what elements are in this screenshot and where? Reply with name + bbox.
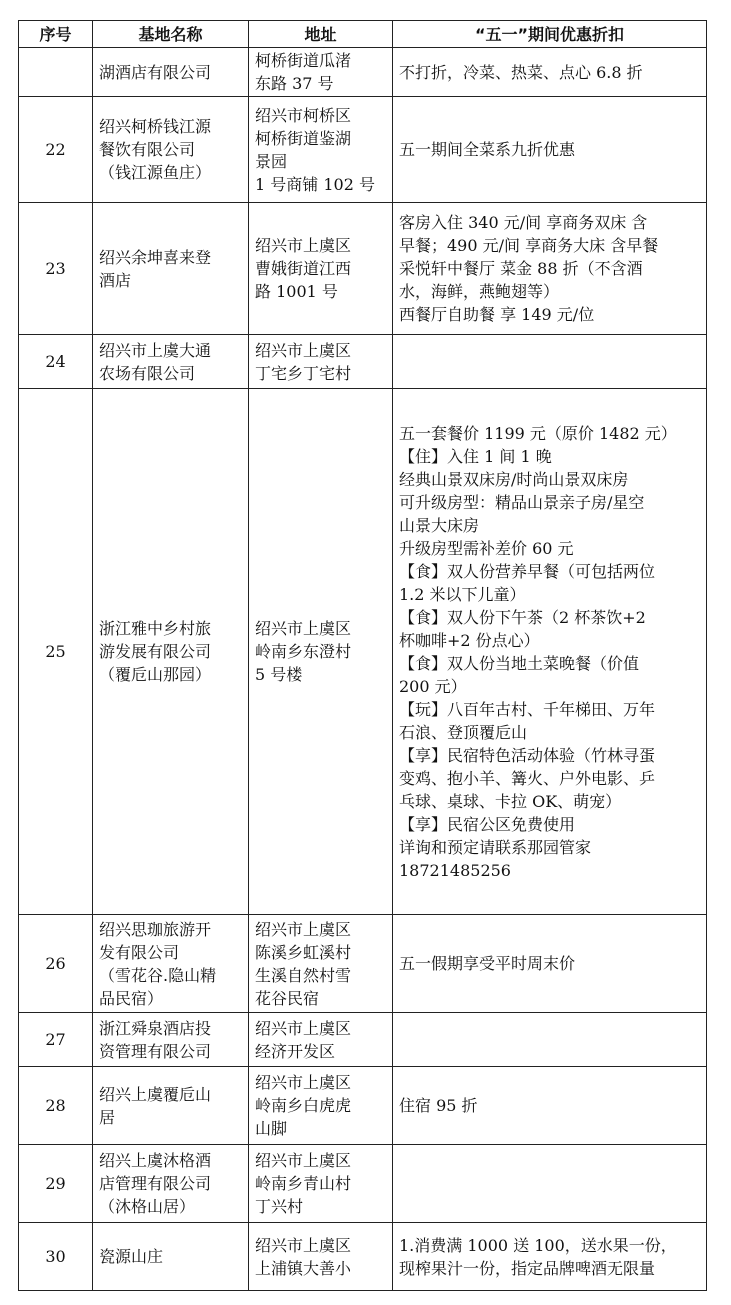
cell-address-line: 东路 37 号: [255, 74, 334, 93]
cell-address: [249, 915, 393, 1013]
cell-offer-line: 不打折，冷菜、热菜、点心 6.8 折: [399, 62, 643, 82]
cell-name-line: 店管理有限公司: [99, 1174, 212, 1193]
cell-name-line: 餐饮有限公司: [99, 140, 196, 159]
cell-address-line: 山脚: [255, 1119, 288, 1138]
cell-name-line: 湖酒店有限公司: [99, 62, 212, 82]
cell-offer-line: 【享】民宿公区免费使用: [399, 814, 576, 834]
cell-address: [249, 1067, 393, 1145]
header-offer: “五一”期间优惠折扣: [393, 21, 707, 48]
cell-name-line: 绍兴思珈旅游开: [99, 919, 212, 939]
cell-address-line: 陈溪乡虹溪村: [255, 942, 352, 962]
cell-address-line: 丁宅乡丁宅村: [255, 363, 352, 383]
cell-name-line: （沐格山居）: [99, 1197, 196, 1216]
cell-address-line: 上浦镇大善小: [255, 1258, 352, 1278]
cell-address: [249, 389, 393, 915]
cell-offer-line: 山景大床房: [399, 515, 480, 535]
cell-address-line: 5 号楼: [255, 665, 303, 684]
table-row: [19, 389, 707, 915]
cell-seq: 30: [19, 1223, 93, 1291]
cell-name-line: 居: [99, 1107, 116, 1127]
table-row: [19, 48, 707, 97]
cell-address-line: 绍兴市柯桥区: [255, 105, 352, 125]
cell-offer-line: 经典山景双床房/时尚山景双床房: [399, 469, 629, 489]
cell-seq: 24: [19, 335, 93, 389]
cell-address-line: 景园: [255, 151, 288, 171]
cell-offer-line: 早餐；490 元/间 享商务大床 含早餐: [399, 236, 659, 255]
cell-seq: 23: [19, 203, 93, 335]
cell-seq: 22: [19, 97, 93, 203]
cell-offer-line: 石浪、登顶覆卮山: [399, 722, 528, 742]
cell-name-line: 绍兴上虞沐格酒: [99, 1151, 212, 1170]
table-row: [19, 335, 707, 389]
cell-offer-line: 【住】入住 1 间 1 晚: [399, 446, 552, 466]
cell-name-line: 农场有限公司: [99, 363, 196, 383]
cell-offer-line: 【食】双人份当地土菜晚餐（价值: [399, 653, 640, 673]
table-row: [19, 1145, 707, 1223]
cell-offer: [393, 48, 707, 97]
cell-seq: 27: [19, 1013, 93, 1067]
cell-name: [93, 97, 249, 203]
cell-seq: [19, 48, 93, 97]
cell-address-line: 路 1001 号: [255, 282, 338, 301]
cell-name: [93, 48, 249, 97]
page: [18, 20, 706, 1291]
cell-offer-line: 【食】双人份下午茶（2 杯茶饮+2: [399, 607, 646, 627]
cell-offer-line: 五一套餐价 1199 元（原价 1482 元）: [399, 423, 677, 443]
cell-offer: [393, 1067, 707, 1145]
table-row: [19, 915, 707, 1013]
cell-name-line: 绍兴余坤喜来登: [99, 247, 212, 267]
cell-address-line: 1 号商铺 102 号: [255, 174, 375, 194]
cell-address-line: 绍兴市上虞区: [255, 236, 352, 255]
header-address: 地址: [249, 21, 393, 48]
cell-offer: [393, 915, 707, 1013]
header-row: [19, 21, 707, 48]
cell-name-line: 游发展有限公司: [99, 642, 212, 661]
cell-name: [93, 1145, 249, 1223]
cell-offer-line: 采悦轩中餐厅 菜金 88 折（不含酒: [399, 259, 643, 278]
cell-offer-line: 客房入住 340 元/间 享商务双床 含: [399, 213, 648, 232]
cell-offer-line: 变鸡、抱小羊、篝火、户外电影、乒: [399, 768, 656, 788]
cell-name-line: 绍兴柯桥钱江源: [99, 117, 212, 136]
cell-seq: 28: [19, 1067, 93, 1145]
cell-address-line: 岭南乡白虎虎: [255, 1096, 352, 1115]
cell-address-line: 花谷民宿: [255, 988, 320, 1008]
table-row: [19, 97, 707, 203]
cell-address-line: 绍兴市上虞区: [255, 1073, 352, 1092]
cell-offer-line: 五一期间全菜系九折优惠: [399, 140, 576, 159]
cell-address-line: 生溪自然村雪: [255, 965, 352, 985]
cell-name-line: 酒店: [99, 270, 132, 290]
cell-offer: [393, 1223, 707, 1291]
cell-name-line: 发有限公司: [99, 942, 180, 962]
cell-seq: 26: [19, 915, 93, 1013]
cell-address-line: 岭南乡青山村: [255, 1174, 352, 1193]
cell-name-line: 绍兴上虞覆卮山: [99, 1084, 212, 1104]
cell-address: [249, 335, 393, 389]
cell-name-line: 瓷源山庄: [99, 1247, 164, 1266]
discount-table: [18, 20, 707, 1291]
table-row: [19, 1013, 707, 1067]
cell-offer-line: 杯咖啡+2 份点心）: [399, 630, 540, 650]
cell-offer-line: 五一假期享受平时周末价: [399, 954, 576, 973]
cell-name: [93, 1013, 249, 1067]
cell-address-line: 岭南乡东澄村: [255, 642, 352, 661]
cell-address-line: 绍兴市上虞区: [255, 919, 352, 939]
table-row: [19, 1067, 707, 1145]
cell-address-line: 曹娥街道江西: [255, 259, 352, 278]
header-seq: 序号: [19, 21, 93, 48]
cell-offer-line: 200 元）: [399, 676, 467, 696]
cell-name: [93, 389, 249, 915]
cell-offer-line: 西餐厅自助餐 享 149 元/位: [399, 305, 595, 324]
cell-offer-line: 【食】双人份营养早餐（可包括两位: [399, 561, 656, 581]
cell-offer-line: 水，海鲜，燕鲍翅等）: [399, 282, 560, 301]
cell-name-line: 资管理有限公司: [99, 1041, 212, 1061]
cell-name: [93, 335, 249, 389]
cell-address-line: 柯桥街道鉴湖: [255, 128, 352, 148]
cell-offer: [393, 1013, 707, 1067]
cell-name-line: （覆卮山那园）: [99, 665, 212, 684]
cell-offer: [393, 335, 707, 389]
cell-address: [249, 203, 393, 335]
table-body: [19, 48, 707, 1291]
cell-address-line: 柯桥街道瓜渚: [255, 51, 352, 70]
cell-offer-line: 18721485256: [399, 860, 511, 880]
cell-offer-line: 1.2 米以下儿童）: [399, 584, 526, 604]
cell-name-line: 绍兴市上虞大通: [99, 340, 212, 360]
header-name: 基地名称: [93, 21, 249, 48]
cell-seq: 29: [19, 1145, 93, 1223]
cell-offer: [393, 203, 707, 335]
cell-address: [249, 1013, 393, 1067]
cell-name: [93, 1067, 249, 1145]
cell-address-line: 绍兴市上虞区: [255, 1018, 352, 1038]
cell-address-line: 丁兴村: [255, 1197, 304, 1216]
cell-offer-line: 乓球、桌球、卡拉 OK、萌宠）: [399, 791, 622, 811]
cell-address: [249, 1145, 393, 1223]
cell-seq: 25: [19, 389, 93, 915]
cell-offer-line: 【享】民宿特色活动体验（竹林寻蛋: [399, 745, 656, 765]
cell-offer: [393, 389, 707, 915]
cell-offer: [393, 97, 707, 203]
cell-name: [93, 1223, 249, 1291]
cell-offer-line: 【玩】八百年古村、千年梯田、万年: [399, 699, 656, 719]
cell-name-line: 浙江雅中乡村旅: [99, 619, 212, 638]
cell-name: [93, 915, 249, 1013]
cell-offer-line: 现榨果汁一份，指定品牌啤酒无限量: [399, 1258, 656, 1278]
table-row: [19, 1223, 707, 1291]
cell-address-line: 经济开发区: [255, 1041, 336, 1061]
cell-offer-line: 详询和预定请联系那园管家: [399, 837, 592, 857]
cell-offer: [393, 1145, 707, 1223]
cell-offer-line: 升级房型需补差价 60 元: [399, 538, 574, 558]
cell-offer-line: 住宿 95 折: [399, 1096, 478, 1115]
table-row: [19, 203, 707, 335]
cell-name: [93, 203, 249, 335]
cell-address: [249, 97, 393, 203]
cell-offer-line: 1.消费满 1000 送 100，送水果一份，: [399, 1235, 677, 1255]
cell-name-line: （钱江源鱼庄）: [99, 163, 212, 182]
cell-name-line: 浙江舜泉酒店投: [99, 1018, 212, 1038]
cell-address-line: 绍兴市上虞区: [255, 1151, 352, 1170]
cell-address-line: 绍兴市上虞区: [255, 619, 352, 638]
cell-name-line: （雪花谷.隐山精: [99, 965, 217, 985]
cell-address: [249, 48, 393, 97]
cell-offer-line: 可升级房型：精品山景亲子房/星空: [399, 492, 645, 512]
cell-address-line: 绍兴市上虞区: [255, 1235, 352, 1255]
cell-name-line: 品民宿）: [99, 988, 164, 1008]
cell-address: [249, 1223, 393, 1291]
cell-address-line: 绍兴市上虞区: [255, 340, 352, 360]
